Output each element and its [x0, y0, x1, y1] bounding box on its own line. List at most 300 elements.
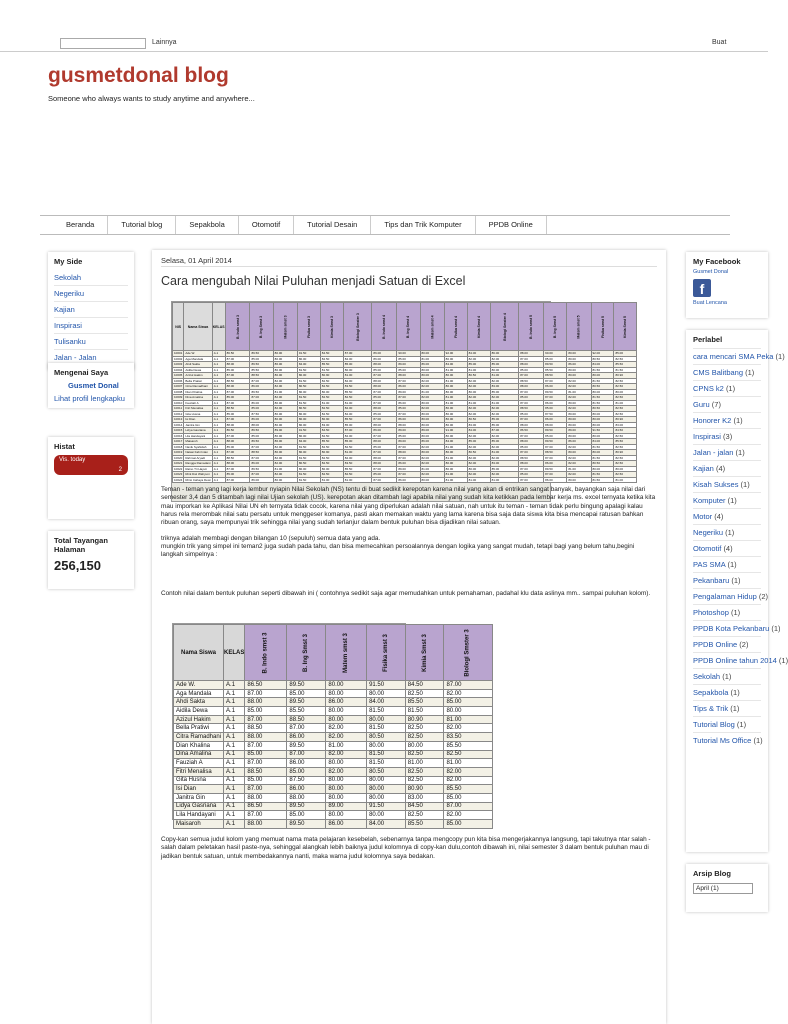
sheet-cell: 89.50: [544, 466, 567, 472]
sheet-cell: 84.50: [320, 351, 343, 357]
label-item[interactable]: [693, 540, 761, 556]
sheet-cell: 85.00: [343, 439, 372, 445]
sheet-cell: 81.00: [444, 367, 467, 373]
sheet-cell: 81.50: [405, 707, 444, 716]
sheet-cell: 87.00: [372, 417, 397, 423]
sheet-cell: A.1: [212, 450, 225, 456]
sheet-cell: 86.50: [225, 428, 250, 434]
sheet-cell: 83.00: [490, 461, 519, 467]
sheet-cell: 80.00: [444, 373, 467, 379]
sheet-cell: 80.00: [591, 422, 614, 428]
sheet-cell: 85.00: [245, 750, 287, 759]
sheet-cell: 82.50: [614, 433, 637, 439]
sheet-cell: 80.00: [326, 681, 367, 690]
label-item[interactable]: [693, 588, 769, 604]
sheet-cell: 80.00: [367, 776, 406, 785]
sidebar-link[interactable]: Kajian: [54, 301, 128, 317]
sheet-cell: 86.00: [287, 733, 326, 742]
sheet-cell: 90.00: [397, 351, 420, 357]
sheet-cell: 81.00: [614, 400, 637, 406]
sheet-cell: 88.50: [519, 406, 544, 412]
post-container: [152, 250, 666, 1024]
sheet-cell: 81.50: [367, 750, 406, 759]
sheet-cell: 80.00: [591, 433, 614, 439]
facebook-icon[interactable]: f: [693, 279, 711, 297]
sheet-header-text: Biologi Smster 4: [502, 312, 507, 341]
sheet-cell: 82.50: [343, 395, 372, 401]
create-badge-link[interactable]: Buat Lencana: [693, 300, 727, 306]
sheet-cell: 82.00: [490, 378, 519, 384]
sheet-cell: 88.50: [225, 406, 250, 412]
sheet-cell: A.1: [212, 466, 225, 472]
tab-item[interactable]: PPDB Online: [476, 216, 547, 234]
sheet-cell: 80.00: [567, 367, 591, 373]
sheet-cell: 86.50: [245, 681, 287, 690]
sheet-cell: 80.50: [367, 767, 406, 776]
sheet-cell: A.1: [212, 411, 225, 417]
sheet-cell: 85.50: [250, 367, 273, 373]
label-name: Tips & Trik: [693, 704, 729, 713]
about-title: Mengenai Saya: [54, 368, 109, 377]
sheet-cell: 88.00: [372, 384, 397, 390]
navbar-more-link[interactable]: Lainnya: [152, 39, 177, 46]
sheet-cell: 10023: [174, 472, 183, 477]
sheet-cell: 82.50: [320, 433, 343, 439]
sheet-cell: 10007: [174, 384, 183, 389]
sheet-cell: Azizul Hakim: [174, 715, 224, 724]
sheet-header-cell: [467, 303, 490, 351]
sheet-cell: A.1: [224, 733, 245, 742]
sheet-cell: 82.00: [420, 384, 444, 390]
sheet-cell: 82.00: [467, 356, 490, 362]
label-item[interactable]: [693, 460, 761, 476]
sheet-cell: 10002: [174, 356, 183, 361]
sheet-cell: 82.00: [273, 384, 297, 390]
sheet-cell: A.1: [224, 793, 245, 802]
sheet-cell: 84.50: [405, 802, 444, 811]
tab-item[interactable]: Otomotif: [239, 216, 294, 234]
sheet-cell: 87.00: [225, 450, 250, 456]
label-item[interactable]: [693, 604, 761, 620]
label-count: (2): [739, 640, 749, 649]
sheet-header-cell: [567, 303, 591, 351]
sheet-header-cell: [614, 303, 637, 351]
sheet-cell: 80.00: [444, 450, 467, 456]
sheet-cell: 80.00: [444, 406, 467, 412]
sheet-cell: A.1: [224, 681, 245, 690]
sheet-cell: 80.50: [297, 384, 320, 390]
sheet-cell: 80.00: [273, 356, 297, 362]
sheet-cell: 82.00: [444, 776, 492, 785]
sheet-cell: 86.00: [287, 759, 326, 768]
sheet-cell: 87.50: [287, 776, 326, 785]
sheet-cell: 10004: [174, 367, 183, 372]
label-item[interactable]: [693, 668, 761, 684]
label-item[interactable]: [693, 732, 761, 748]
labels-widget: [686, 330, 788, 852]
sheet-cell: 87.00: [444, 681, 492, 690]
label-item[interactable]: [693, 684, 761, 700]
sheet-cell: 80.50: [467, 373, 490, 379]
sheet-cell: 80.00: [326, 715, 367, 724]
sheet-cell: 80.00: [591, 450, 614, 456]
sheet-cell: 85.00: [490, 466, 519, 472]
sheet-cell: 86.00: [397, 461, 420, 467]
label-item[interactable]: [693, 508, 761, 524]
sheet-cell: 87.00: [225, 433, 250, 439]
sheet-header-text: Fisika smst 4: [453, 315, 458, 338]
sheet-cell: Lidya Gasriana: [174, 802, 224, 811]
label-item[interactable]: [693, 380, 761, 396]
sheet-cell: 87.00: [444, 802, 492, 811]
sheet-cell: 82.00: [490, 455, 519, 461]
sheet-cell: 80.00: [273, 373, 297, 379]
sheet-cell: 88.50: [519, 455, 544, 461]
sheet-cell: 85.00: [225, 444, 250, 450]
sheet-cell: 80.00: [420, 477, 444, 483]
page-tabs: [40, 215, 730, 235]
sheet-header-cell: [405, 625, 444, 681]
label-item[interactable]: [693, 700, 761, 716]
sheet-cell: 10012: [174, 411, 183, 416]
sheet-cell: 80.00: [567, 417, 591, 423]
sheet-cell: 86.00: [544, 400, 567, 406]
sheet-cell: 82.00: [567, 395, 591, 401]
label-count: (3): [723, 432, 733, 441]
sheet-cell: 89.50: [544, 362, 567, 368]
sheet-cell: Dian Khalina: [174, 741, 224, 750]
sheet-cell: 10009: [174, 395, 183, 400]
label-name: Pekanbaru: [693, 576, 730, 585]
sheet-cell: A.1: [212, 461, 225, 467]
sheet-cell: A.1: [212, 406, 225, 412]
histat-widget: [48, 437, 134, 519]
sheet-cell: 82.50: [405, 724, 444, 733]
sheet-cell: 87.00: [519, 389, 544, 395]
sheet-cell: A.1: [212, 472, 225, 478]
sheet-cell: 84.00: [367, 698, 406, 707]
sheet-header-cell: [287, 625, 326, 681]
sheet-cell: 80.00: [567, 477, 591, 483]
sheet-cell: 88.00: [372, 439, 397, 445]
label-name: PPDB Online: [693, 640, 738, 649]
sheet-cell: 85.00: [225, 472, 250, 478]
sheet-cell: 81.00: [467, 400, 490, 406]
sheet-cell: 80.00: [273, 351, 297, 357]
sheet-cell: 80.00: [326, 811, 367, 820]
sheet-cell: 81.00: [320, 477, 343, 483]
sidebar-link[interactable]: Negeriku: [54, 285, 128, 301]
tab-item[interactable]: Beranda: [40, 216, 108, 234]
my-side-title: My Side: [54, 257, 83, 266]
sheet-cell: 81.50: [591, 444, 614, 450]
label-item[interactable]: [693, 428, 761, 444]
sidebar-link[interactable]: Tulisanku: [54, 333, 128, 349]
sidebar-link[interactable]: Sekolah: [54, 273, 82, 282]
sheet-cell: 82.00: [343, 433, 372, 439]
sheet-cell: 85.00: [372, 411, 397, 417]
sheet-cell: 89.50: [287, 681, 326, 690]
sheet-cell: 88.50: [544, 373, 567, 379]
sheet-header-cell: [320, 303, 343, 351]
sheet-cell: 88.00: [372, 461, 397, 467]
sheet-cell: 82.00: [273, 472, 297, 478]
sheet-cell: 80.90: [320, 417, 343, 423]
facebook-profile-name[interactable]: Gusmet Donal: [693, 269, 729, 275]
sheet-header-cell: [420, 303, 444, 351]
sheet-cell: 82.00: [273, 406, 297, 412]
sheet-cell: 83.00: [405, 793, 444, 802]
sheet-cell: 86.00: [567, 439, 591, 445]
sheet-cell: 85.00: [490, 417, 519, 423]
sheet-cell: 80.90: [614, 373, 637, 379]
sheet-cell: 82.50: [343, 444, 372, 450]
sheet-cell: 81.50: [297, 455, 320, 461]
sheet-cell: 82.50: [320, 406, 343, 412]
sheet-cell: A.1: [212, 400, 225, 406]
sheet-cell: 88.50: [225, 378, 250, 384]
profile-name[interactable]: Gusmet Donal: [68, 381, 119, 390]
sheet-cell: 87.00: [372, 466, 397, 472]
sheet-row: [174, 715, 493, 724]
label-item[interactable]: [693, 444, 761, 460]
label-item[interactable]: [693, 476, 761, 492]
sheet-cell: 81.50: [297, 400, 320, 406]
sheet-cell: 82.00: [420, 472, 444, 478]
sheet-cell: 89.00: [326, 802, 367, 811]
sheet-cell: Ade W.: [174, 681, 224, 690]
post-title[interactable]: Cara mengubah Nilai Puluhan menjadi Satuan di Excel: [161, 274, 466, 288]
sidebar-link[interactable]: Jalan - Jalan: [54, 349, 128, 365]
sheet-cell: 80.00: [444, 389, 467, 395]
sheet-cell: 10005: [174, 373, 183, 378]
sheet-cell: Bella Pratiwi: [184, 378, 212, 384]
sheet-cell: 81.00: [490, 400, 519, 406]
sheet-cell: 85.00: [245, 776, 287, 785]
sheet-cell: 86.00: [544, 417, 567, 423]
sheet-cell: A.1: [224, 707, 245, 716]
sheet-cell: 80.00: [567, 356, 591, 362]
sheet-cell: 86.00: [397, 384, 420, 390]
sheet-cell: 81.50: [591, 378, 614, 384]
sheet-cell: 82.00: [420, 455, 444, 461]
sheet-cell: 87.00: [250, 395, 273, 401]
sheet-cell: 84.00: [467, 428, 490, 434]
sheet-cell: 85.50: [287, 707, 326, 716]
sheet-cell: 81.00: [490, 477, 519, 483]
sheet-cell: 10016: [174, 433, 183, 438]
sheet-cell: 89.50: [544, 428, 567, 434]
label-count: (4): [723, 544, 733, 553]
sheet-cell: Gita Husna: [174, 776, 224, 785]
label-item[interactable]: [693, 716, 761, 732]
tab-item[interactable]: Tutorial blog: [108, 216, 176, 234]
sheet-cell: 80.00: [326, 785, 367, 794]
sheet-cell: 82.00: [467, 411, 490, 417]
sheet-cell: 89.50: [250, 362, 273, 368]
sheet-cell: 85.00: [490, 422, 519, 428]
sheet-header-text: Matem smst 4: [430, 314, 435, 339]
sheet-cell: Isi Dian: [184, 417, 212, 423]
pageviews-title: Total Tayangan Halaman: [54, 536, 108, 554]
sheet-cell: 81.00: [444, 378, 467, 384]
sheet-cell: 82.50: [343, 472, 372, 478]
navbar-create-link[interactable]: Buat: [712, 39, 727, 46]
view-profile-link[interactable]: Lihat profil lengkapku: [54, 394, 125, 403]
sheet-cell: 86.00: [273, 439, 297, 445]
sheet-cell: 87.00: [225, 389, 250, 395]
sheet-cell: 81.00: [490, 373, 519, 379]
sheet-header-cell: [343, 303, 372, 351]
sheet-header-text: Kimia Smst 3: [329, 315, 334, 338]
sheet-cell: 80.00: [591, 389, 614, 395]
sheet-header-text: B. Indo smst 4: [382, 314, 387, 339]
sheet-cell: 85.50: [444, 741, 492, 750]
sheet-cell: 81.00: [567, 389, 591, 395]
sheet-cell: 81.50: [591, 455, 614, 461]
label-item[interactable]: [693, 412, 761, 428]
sheet-cell: 88.00: [250, 422, 273, 428]
label-item[interactable]: [693, 652, 788, 668]
sheet-row: [174, 741, 493, 750]
label-item[interactable]: [693, 524, 761, 540]
sheet-cell: 89.00: [567, 428, 591, 434]
sheet-cell: 88.00: [544, 422, 567, 428]
label-item[interactable]: [693, 556, 761, 572]
sheet-cell: 87.00: [225, 466, 250, 472]
sheet-cell: 89.50: [250, 439, 273, 445]
label-item[interactable]: [693, 348, 785, 364]
sheet-cell: 10015: [174, 428, 183, 433]
sheet-cell: 85.00: [490, 439, 519, 445]
navbar-search-input[interactable]: [60, 38, 146, 49]
sheet-cell: 87.00: [544, 378, 567, 384]
sheet-cell: 82.00: [326, 767, 367, 776]
sheet-cell: A.1: [212, 444, 225, 450]
sheet-cell: 81.00: [467, 367, 490, 373]
sheet-cell: 89.50: [250, 351, 273, 357]
sheet-cell: 87.00: [519, 417, 544, 423]
tab-item[interactable]: Tips dan Trik Komputer: [371, 216, 475, 234]
label-name: Motor: [693, 512, 713, 521]
sheet-cell: Ade W.: [184, 351, 212, 357]
label-item[interactable]: [693, 492, 761, 508]
sheet-cell: A.1: [224, 689, 245, 698]
sheet-cell: 84.00: [367, 820, 406, 829]
sheet-cell: Maisaroh: [184, 439, 212, 445]
sheet-cell: Citra Ramadhani: [184, 384, 212, 390]
label-item[interactable]: [693, 396, 761, 412]
sheet-cell: 89.50: [287, 820, 326, 829]
sheet-header-cell: [490, 303, 519, 351]
sheet-cell: 80.00: [614, 389, 637, 395]
label-item[interactable]: [693, 364, 761, 380]
sheet-cell: 82.00: [444, 767, 492, 776]
sheet-cell: 87.00: [225, 373, 250, 379]
sheet-cell: A.1: [212, 417, 225, 423]
sheet-header-cell: [245, 625, 287, 681]
sheet-cell: 89.50: [287, 802, 326, 811]
sheet-cell: A.1: [212, 395, 225, 401]
sheet-cell: 86.00: [372, 428, 397, 434]
sheet-cell: 82.00: [343, 455, 372, 461]
sheet-cell: 89.50: [250, 389, 273, 395]
label-name: PAS SMA: [693, 560, 726, 569]
sheet-cell: 86.00: [326, 698, 367, 707]
sheet-cell: 86.00: [544, 477, 567, 483]
label-count: (1): [733, 416, 743, 425]
tab-item[interactable]: Tutorial Desain: [294, 216, 371, 234]
sheet-cell: A.1: [224, 715, 245, 724]
sheet-cell: 85.00: [544, 406, 567, 412]
tab-item[interactable]: Sepakbola: [176, 216, 238, 234]
sheet-cell: 86.00: [372, 356, 397, 362]
sheet-cell: 87.00: [397, 472, 420, 478]
sheet-header-cell: [225, 303, 250, 351]
sheet-cell: 80.00: [444, 707, 492, 716]
sheet-cell: 80.00: [420, 400, 444, 406]
sheet-cell: 87.00: [397, 395, 420, 401]
sheet-cell: 82.50: [320, 384, 343, 390]
sheet-cell: 81.50: [297, 395, 320, 401]
blog-title[interactable]: gusmetdonal blog: [48, 64, 229, 87]
label-name: PPDB Kota Pekanbaru: [693, 624, 770, 633]
sheet-row: [174, 681, 493, 690]
archive-dropdown[interactable]: April (1): [693, 883, 753, 894]
sheet-cell: 85.00: [519, 472, 544, 478]
label-item[interactable]: [693, 636, 761, 652]
sheet-cell: 87.00: [372, 477, 397, 483]
sheet-cell: 88.00: [372, 422, 397, 428]
sheet-cell: 86.00: [420, 362, 444, 368]
sheet-cell: 82.50: [320, 378, 343, 384]
label-item[interactable]: [693, 572, 761, 588]
sheet-cell: 80.00: [444, 466, 467, 472]
histat-counter-badge[interactable]: [54, 455, 128, 475]
sheet-cell: 91.50: [367, 681, 406, 690]
sheet-cell: 88.00: [225, 362, 250, 368]
sheet-cell: 82.00: [444, 811, 492, 820]
sheet-cell: 81.50: [591, 472, 614, 478]
sheet-cell: 87.00: [250, 378, 273, 384]
sheet-cell: 88.00: [372, 362, 397, 368]
sheet-cell: 80.50: [467, 450, 490, 456]
sheet-cell: 85.00: [397, 406, 420, 412]
sheet-cell: 81.50: [614, 367, 637, 373]
sheet-cell: 80.00: [420, 422, 444, 428]
label-count: (1): [730, 688, 740, 697]
sheet-cell: 85.00: [397, 356, 420, 362]
sheet-cell: 89.00: [273, 428, 297, 434]
label-item[interactable]: [693, 620, 781, 636]
sheet-cell: 85.00: [287, 689, 326, 698]
sheet-cell: 10003: [174, 362, 183, 367]
sheet-cell: 87.00: [225, 477, 250, 483]
sheet-cell: 89.00: [397, 439, 420, 445]
sheet-row: [174, 707, 493, 716]
sheet-cell: 82.00: [444, 724, 492, 733]
sheet-cell: 88.50: [544, 450, 567, 456]
label-name: Guru: [693, 400, 710, 409]
sheet-cell: 85.00: [397, 367, 420, 373]
sidebar-link[interactable]: Inspirasi: [54, 317, 128, 333]
sheet-cell: 87.00: [225, 417, 250, 423]
sheet-cell: 86.00: [397, 400, 420, 406]
label-count: (1): [771, 624, 781, 633]
sheet-cell: 80.00: [273, 422, 297, 428]
sheet-cell: 87.50: [544, 411, 567, 417]
sheet-cell: 85.00: [250, 406, 273, 412]
